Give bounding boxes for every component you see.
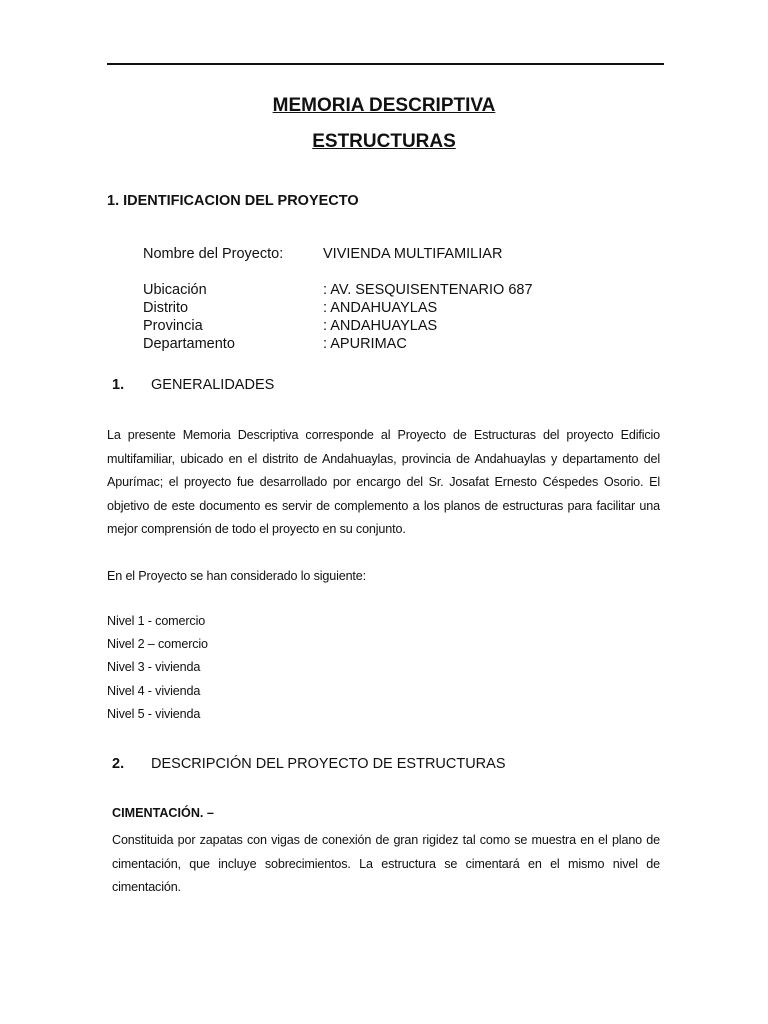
cimentacion-heading: CIMENTACIÓN. – — [112, 806, 214, 820]
level-item: Nivel 1 - comercio — [107, 614, 206, 628]
section-descripcion-title: DESCRIPCIÓN DEL PROYECTO DE ESTRUCTURAS — [151, 756, 506, 772]
province-value: : ANDAHUAYLAS — [323, 318, 438, 334]
district-value: : ANDAHUAYLAS — [323, 300, 438, 316]
document-title: MEMORIA DESCRIPTIVA — [272, 95, 496, 116]
top-rule — [107, 63, 664, 65]
level-item: Nivel 5 - vivienda — [107, 707, 201, 721]
section-generalidades-number: 1. — [112, 377, 125, 393]
level-item: Nivel 2 – comercio — [107, 637, 208, 651]
level-item: Nivel 3 - vivienda — [107, 660, 201, 674]
level-item: Nivel 4 - vivienda — [107, 684, 201, 698]
document-subtitle: ESTRUCTURAS — [312, 131, 456, 152]
project-name-label: Nombre del Proyecto: — [143, 246, 284, 262]
province-label: Provincia — [143, 318, 203, 334]
section-identificacion-heading: 1. IDENTIFICACION DEL PROYECTO — [107, 193, 359, 209]
generalidades-paragraph: La presente Memoria Descriptiva corresponde al Proyecto de Estructuras del proyecto Edificio multifamiliar, ubicado en el distrito de Andahuaylas, provincia de Andahuaylas y departamento del Apurímac; el proyecto fue desarrollado por encargo del Sr. Josafat Ernesto Céspedes Osorio. El objetivo de este documento es servir de complemento a los planos de estructuras para facilitar una mejor comprensión de todo el proyecto en su conjunto. — [107, 428, 660, 536]
project-name-value: VIVIENDA MULTIFAMILIAR — [323, 246, 503, 262]
levels-intro: En el Proyecto se han considerado lo siguiente: — [107, 569, 366, 583]
department-label: Departamento — [143, 336, 235, 352]
location-value: : AV. SESQUISENTENARIO 687 — [323, 282, 533, 298]
district-label: Distrito — [143, 300, 189, 316]
department-value: : APURIMAC — [323, 336, 407, 352]
section-descripcion-number: 2. — [112, 756, 125, 772]
cimentacion-paragraph: Constituida por zapatas con vigas de conexión de gran rigidez tal como se muestra en el plano de cimentación, que incluye sobrecimientos. La estructura se cimentará en el mismo nivel de cimentación. — [112, 833, 660, 894]
section-generalidades-title: GENERALIDADES — [151, 377, 275, 393]
location-label: Ubicación — [143, 282, 207, 298]
